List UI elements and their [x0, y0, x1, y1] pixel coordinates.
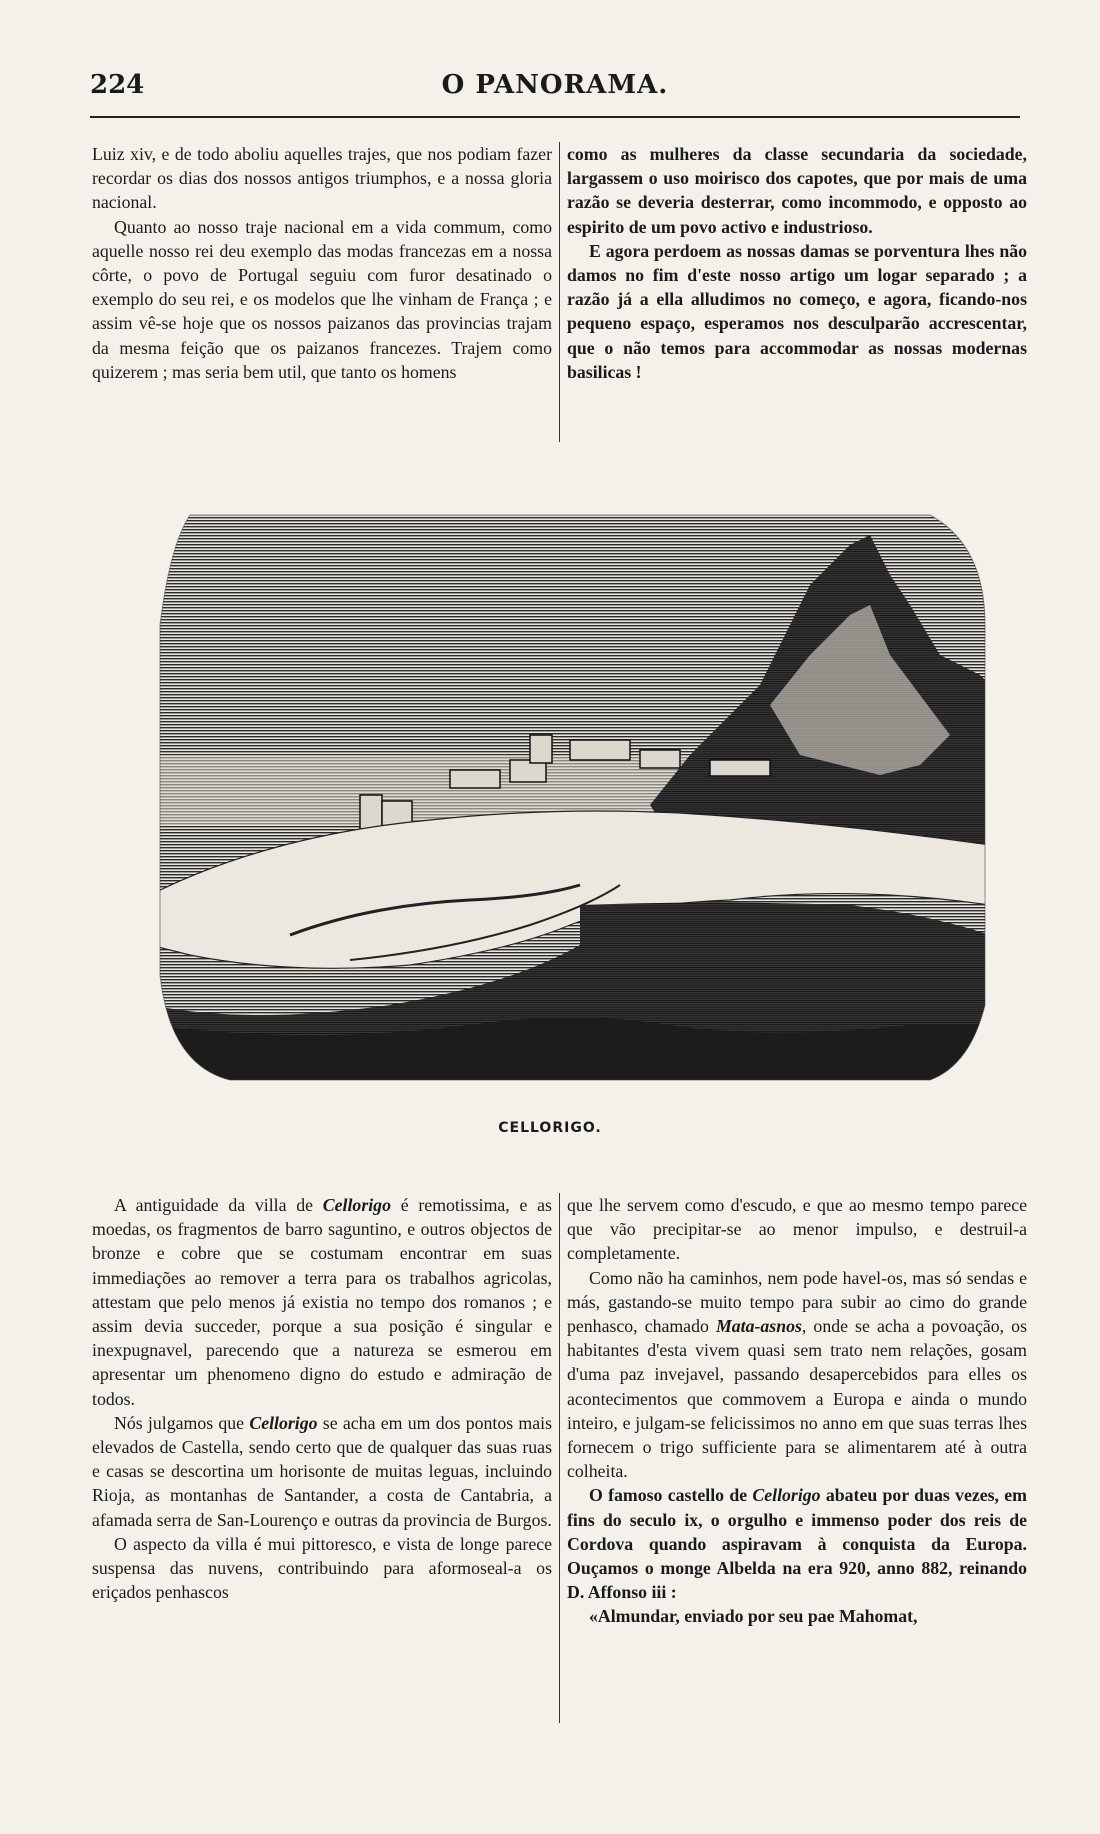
paragraph — [92, 1411, 552, 1532]
text-run: Nós julgamos que — [114, 1412, 250, 1433]
page-header — [90, 60, 1020, 100]
paragraph — [567, 1483, 1027, 1604]
place-name: Mata-asnos — [715, 1316, 802, 1337]
text-run: é remotissima, e as moedas, os fragmentos de barro saguntino, e outros objectos de bronze e cobre que se costumam encontrar em suas immediações ao remover a terra para os trabalhos agricolas, attestam que pelo menos já existia no tempo dos romanos ; e assim devia succeder, porque a sua posição é singular e inexpugnavel, parecendo que a natureza se esmerou em apresentar um phenomeno digno do estudo e admiração de todos. — [92, 1195, 552, 1409]
column-divider — [559, 142, 560, 442]
column-divider — [559, 1193, 560, 1723]
header-rule — [90, 116, 1020, 118]
bottom-left-column — [92, 1193, 552, 1604]
page-number: 224 — [90, 70, 145, 100]
paragraph — [92, 1193, 552, 1411]
text-run: A antiguidade da villa de — [114, 1195, 323, 1215]
paragraph: como as mulheres da classe secundaria da sociedade, largassem o uso moirisco dos capotes, que por mais de uma razão se deveria desterrar, como incommodo, e opposto ao espirito de um povo activo e industrioso. — [567, 144, 1027, 237]
paragraph: E agora perdoem as nossas damas se porventura lhes não damos no fim d'este nosso artigo um logar separado ; a razão já a ella alludimos no começo, e agora, ficando-nos pequeno espaço, esperamos nos desculparão accrescentar, que o não temos para accommodar as nossas modernas basilicas ! — [567, 240, 1027, 382]
text-run: O famoso castello de — [589, 1485, 753, 1506]
place-name: Cellorigo — [249, 1412, 318, 1433]
illustration-caption: CELLORIGO. — [498, 1120, 602, 1136]
top-right-column — [567, 142, 1027, 384]
top-left-column — [92, 142, 552, 384]
place-name: Cellorigo — [322, 1195, 391, 1215]
paragraph — [567, 1266, 1027, 1484]
text-run: se acha em um dos pontos mais elevados de Castella, sendo certo que de qualquer das suas ruas e casas se descortina um horisonte de muitas leguas, incluindo Rioja, as montanhas de Santander, a costa de Cantabria, a afamada serra de San-Lourenço e outras da provincia de Burgos. — [92, 1412, 552, 1530]
paragraph: «Almundar, enviado por seu pae Mahomat, — [589, 1606, 918, 1627]
paragraph: que lhe servem como d'escudo, e que ao mesmo tempo parece que vão precipitar-se ao menor impulso, e destruil-a completamente. — [567, 1195, 1027, 1264]
text-run: abateu por duas vezes, em fins do seculo ix, o orgulho e immenso poder dos reis de Cordova quando aspiravam à conquista da Europa. Ouçamos o monge Albelda na era 920, anno 882, reinando D. Affonso iii : — [567, 1485, 1027, 1603]
paragraph: Quanto ao nosso traje nacional em a vida commum, como aquelle nosso rei deu exemplo das modas francezas em a nossa côrte, o povo de Portugal seguiu com furor desatinado o exemplo do seu rei, e os modelos que lhe vinham de França ; e assim vê-se hoje que os nossos paizanos das provincias trajam da mesma feição que os paizanos francezes. Trajem como quizerem ; mas seria bem util, que tanto os homens — [92, 216, 552, 382]
place-name: Cellorigo — [752, 1485, 821, 1506]
cellorigo-engraving — [150, 505, 990, 1090]
journal-title: O PANORAMA. — [441, 70, 669, 100]
bottom-right-column — [567, 1193, 1027, 1629]
text-run: Como não ha caminhos, nem pode havel-os, mas só sendas e más, gastando-se muito tempo para subir ao cimo do grande penhasco, chamado — [567, 1267, 1027, 1337]
paragraph: Luiz xiv, e de todo aboliu aquelles trajes, que nos podiam fazer recordar os dias dos nossos antigos triumphos, e a nossa gloria nacional. — [92, 144, 552, 213]
paragraph: O aspecto da villa é mui pittoresco, e vista de longe parece suspensa das nuvens, contribuindo para aformoseal-a os eriçados penhascos — [92, 1533, 552, 1603]
text-run: , onde se acha a povoação, os habitantes d'esta vivem quasi sem trato nem relações, gosam d'uma paz invejavel, passando desapercebidos para elles os acontecimentos que commovem a Europa e ainda o mundo inteiro, e julgam-se felicissimos no anno em que suas terras lhes fornecem o trigo sufficiente para se alimentarem até à outra colheita. — [567, 1316, 1027, 1482]
